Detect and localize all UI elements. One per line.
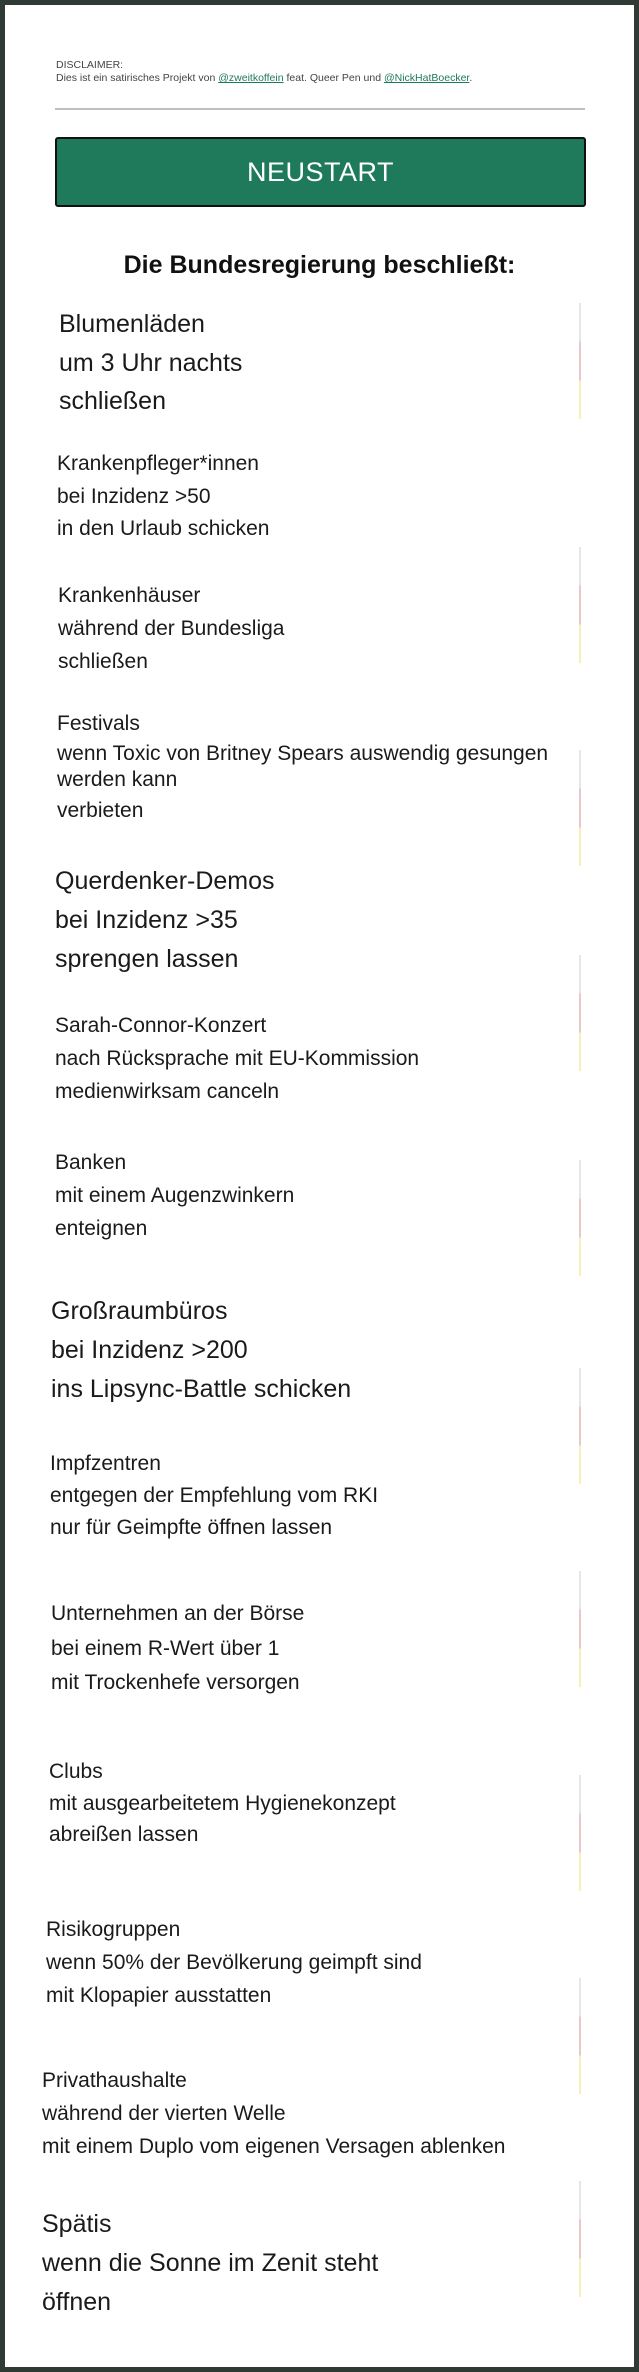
decision-action: nur für Geimpfte öffnen lassen bbox=[50, 1516, 333, 1539]
decision-subject: Querdenker-Demos bbox=[55, 867, 275, 895]
decision-item bbox=[55, 1009, 555, 1108]
german-flag-stripe bbox=[579, 1160, 581, 1276]
decision-action: mit Trockenhefe versorgen bbox=[51, 1671, 300, 1694]
decision-condition: bei Inzidenz >200 bbox=[51, 1336, 248, 1364]
decision-condition: mit ausgearbeitetem Hygienekonzept bbox=[49, 1791, 396, 1815]
german-flag-stripe bbox=[579, 1368, 581, 1484]
decision-item bbox=[59, 305, 559, 421]
decision-item bbox=[50, 1448, 570, 1544]
decision-item bbox=[58, 579, 558, 678]
decision-condition: um 3 Uhr nachts bbox=[59, 348, 243, 377]
disclaimer-text-after: . bbox=[469, 72, 473, 84]
disclaimer-text-middle: feat. Queer Pen und bbox=[283, 72, 384, 84]
decision-subject: Sarah-Connor-Konzert bbox=[55, 1014, 267, 1037]
decision-condition: nach Rücksprache mit EU-Kommission bbox=[55, 1047, 420, 1070]
decision-subject: Clubs bbox=[49, 1760, 103, 1783]
decision-subject: Unternehmen an der Börse bbox=[51, 1602, 305, 1625]
german-flag-stripe bbox=[579, 547, 581, 663]
decision-subject: Krankenpfleger*innen bbox=[57, 452, 259, 475]
german-flag-stripe bbox=[579, 303, 581, 419]
decision-item bbox=[57, 711, 557, 824]
german-flag-stripe bbox=[579, 1775, 581, 1891]
author-link-zweitkoffein[interactable]: @zweitkoffein bbox=[218, 72, 284, 84]
decision-condition: wenn Toxic von Britney Spears auswendig gesungen werden kann bbox=[57, 741, 549, 791]
decision-action: enteignen bbox=[55, 1217, 148, 1240]
decision-condition: während der Bundesliga bbox=[58, 617, 285, 640]
decision-subject: Privathaushalte bbox=[42, 2069, 187, 2092]
decision-action: mit Klopapier ausstatten bbox=[46, 1984, 272, 2007]
decision-action: mit einem Duplo vom eigenen Versagen ablenken bbox=[42, 2135, 506, 2158]
german-flag-stripe bbox=[579, 750, 581, 866]
decision-subject: Blumenläden bbox=[59, 310, 205, 338]
decision-condition: wenn 50% der Bevölkerung geimpft sind bbox=[46, 1951, 422, 1974]
decision-subject: Großraumbüros bbox=[51, 1297, 228, 1325]
decision-subject: Festivals bbox=[57, 712, 140, 735]
german-flag-stripe bbox=[579, 2181, 581, 2297]
divider bbox=[55, 108, 585, 110]
decision-action: öffnen bbox=[42, 2288, 112, 2316]
decision-item bbox=[55, 1146, 555, 1245]
disclaimer-label: DISCLAIMER: bbox=[56, 59, 124, 71]
restart-button[interactable]: NEUSTART bbox=[55, 137, 586, 207]
decision-action: ins Lipsync-Battle schicken bbox=[51, 1375, 352, 1403]
author-link-nickhatboecker[interactable]: @NickHatBoecker bbox=[383, 72, 470, 84]
decision-condition: bei Inzidenz >35 bbox=[55, 906, 238, 934]
decision-subject: Impfzentren bbox=[50, 1452, 161, 1475]
decision-action: schließen bbox=[59, 387, 166, 415]
decision-condition: bei Inzidenz >50 bbox=[57, 484, 211, 508]
decision-item bbox=[55, 862, 555, 979]
decision-action: medienwirksam canceln bbox=[55, 1080, 280, 1103]
decision-action: sprengen lassen bbox=[55, 945, 239, 973]
german-flag-stripe bbox=[579, 1571, 581, 1687]
decision-item bbox=[51, 1292, 571, 1409]
disclaimer-text bbox=[56, 72, 472, 85]
decision-item bbox=[51, 1597, 571, 1701]
decision-item bbox=[46, 1913, 566, 2012]
page-heading: Die Bundesregierung beschließt: bbox=[123, 251, 516, 279]
decision-condition: mit einem Augenzwinkern bbox=[55, 1184, 295, 1207]
app-frame bbox=[5, 5, 634, 2367]
decision-condition: während der vierten Welle bbox=[42, 2102, 286, 2125]
german-flag-stripe bbox=[579, 955, 581, 1071]
disclaimer-text-before: Dies ist ein satirisches Projekt von bbox=[56, 72, 219, 84]
decision-action: in den Urlaub schicken bbox=[57, 517, 270, 540]
disclaimer bbox=[56, 59, 472, 85]
decision-condition: entgegen der Empfehlung vom RKI bbox=[50, 1484, 379, 1507]
decision-item bbox=[42, 2064, 582, 2163]
decision-subject: Risikogruppen bbox=[46, 1918, 181, 1941]
decision-condition: bei einem R-Wert über 1 bbox=[51, 1636, 280, 1660]
decision-action: abreißen lassen bbox=[49, 1823, 199, 1846]
decision-subject: Krankenhäuser bbox=[58, 584, 201, 607]
decision-item bbox=[42, 2205, 562, 2322]
decision-item bbox=[57, 448, 557, 546]
decision-item bbox=[49, 1756, 569, 1851]
decision-subject: Banken bbox=[55, 1151, 127, 1174]
decision-condition: wenn die Sonne im Zenit steht bbox=[42, 2249, 379, 2277]
decision-subject: Spätis bbox=[42, 2210, 112, 2238]
decision-action: schließen bbox=[58, 650, 148, 673]
decision-action: verbieten bbox=[57, 798, 144, 822]
